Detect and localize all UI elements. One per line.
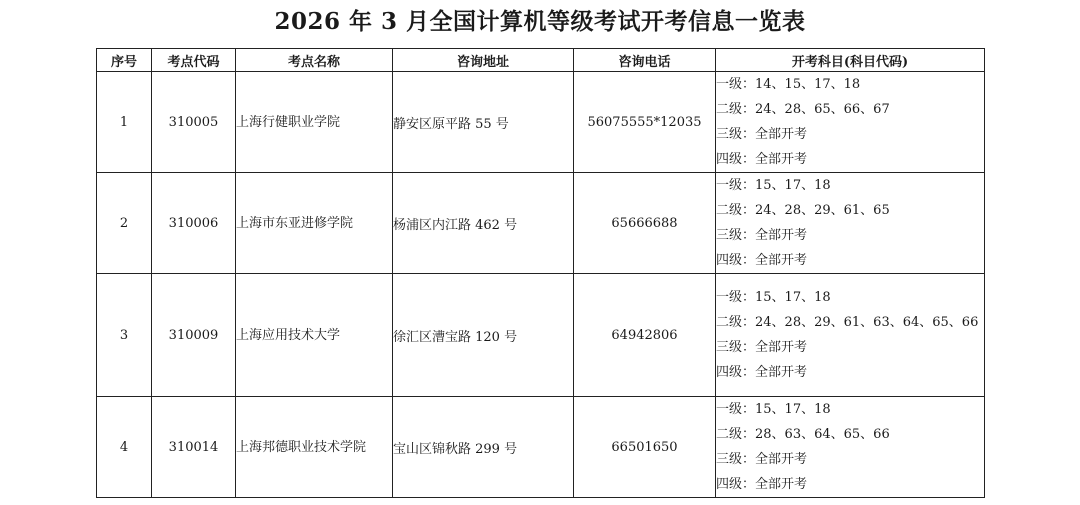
row-address: 宝山区锦秋路 299 号 bbox=[393, 397, 574, 498]
row-index: 1 bbox=[97, 72, 152, 173]
header-index: 序号 bbox=[97, 49, 152, 72]
site-name-text: 上海邦德职业技术学院 bbox=[236, 439, 367, 455]
exam-info-table bbox=[96, 48, 985, 498]
row-address: 徐汇区漕宝路 120 号 bbox=[393, 274, 574, 397]
subject-level-4: 四级：全部开考 bbox=[716, 253, 808, 268]
subject-level-4: 四级：全部开考 bbox=[716, 152, 808, 167]
row-phone: 65666688 bbox=[574, 173, 716, 274]
subject-level-2: 二级：28、63、64、65、66 bbox=[716, 427, 890, 442]
header-subjects: 开考科目(科目代码) bbox=[716, 49, 985, 72]
subject-level-3: 三级：全部开考 bbox=[716, 340, 808, 355]
site-name-text: 上海行健职业学院 bbox=[236, 114, 341, 130]
row-site-code: 310014 bbox=[152, 397, 236, 498]
row-subjects bbox=[716, 274, 985, 397]
row-subjects bbox=[716, 397, 985, 498]
subject-level-1: 一级：15、17、18 bbox=[716, 402, 831, 417]
subject-level-2: 二级：24、28、65、66、67 bbox=[716, 102, 890, 117]
header-phone: 咨询电话 bbox=[574, 49, 716, 72]
row-site-code: 310005 bbox=[152, 72, 236, 173]
subject-level-1: 一级：14、15、17、18 bbox=[716, 77, 861, 92]
row-phone: 56075555*12035 bbox=[574, 72, 716, 173]
row-index: 3 bbox=[97, 274, 152, 397]
row-index: 2 bbox=[97, 173, 152, 274]
row-site-name bbox=[236, 397, 393, 498]
subject-level-2: 二级：24、28、29、61、65 bbox=[716, 203, 890, 218]
header-site-code: 考点代码 bbox=[152, 49, 236, 72]
subject-level-2: 二级：24、28、29、61、63、64、65、66 bbox=[716, 315, 979, 330]
row-site-name bbox=[236, 274, 393, 397]
header-address: 咨询地址 bbox=[393, 49, 574, 72]
subject-level-3: 三级：全部开考 bbox=[716, 228, 808, 243]
header-site-name: 考点名称 bbox=[236, 49, 393, 72]
row-subjects bbox=[716, 72, 985, 173]
row-phone: 64942806 bbox=[574, 274, 716, 397]
subject-level-4: 四级：全部开考 bbox=[716, 365, 808, 380]
subject-level-1: 一级：15、17、18 bbox=[716, 290, 831, 305]
table-row bbox=[97, 173, 985, 274]
row-index: 4 bbox=[97, 397, 152, 498]
row-site-name bbox=[236, 72, 393, 173]
row-subjects bbox=[716, 173, 985, 274]
table-row bbox=[97, 274, 985, 397]
row-phone: 66501650 bbox=[574, 397, 716, 498]
site-name-text: 上海市东亚进修学院 bbox=[236, 215, 354, 231]
row-site-name bbox=[236, 173, 393, 274]
subject-level-1: 一级：15、17、18 bbox=[716, 178, 831, 193]
row-address: 杨浦区内江路 462 号 bbox=[393, 173, 574, 274]
table-row bbox=[97, 72, 985, 173]
site-name-text: 上海应用技术大学 bbox=[236, 327, 341, 343]
subject-level-3: 三级：全部开考 bbox=[716, 127, 808, 142]
subject-level-3: 三级：全部开考 bbox=[716, 452, 808, 467]
table-row bbox=[97, 397, 985, 498]
table-header-row bbox=[97, 49, 985, 72]
row-site-code: 310006 bbox=[152, 173, 236, 274]
subject-level-4: 四级：全部开考 bbox=[716, 477, 808, 492]
row-site-code: 310009 bbox=[152, 274, 236, 397]
row-address: 静安区原平路 55 号 bbox=[393, 72, 574, 173]
page-title: 2026 年 3 月全国计算机等级考试开考信息一览表 bbox=[274, 8, 806, 35]
